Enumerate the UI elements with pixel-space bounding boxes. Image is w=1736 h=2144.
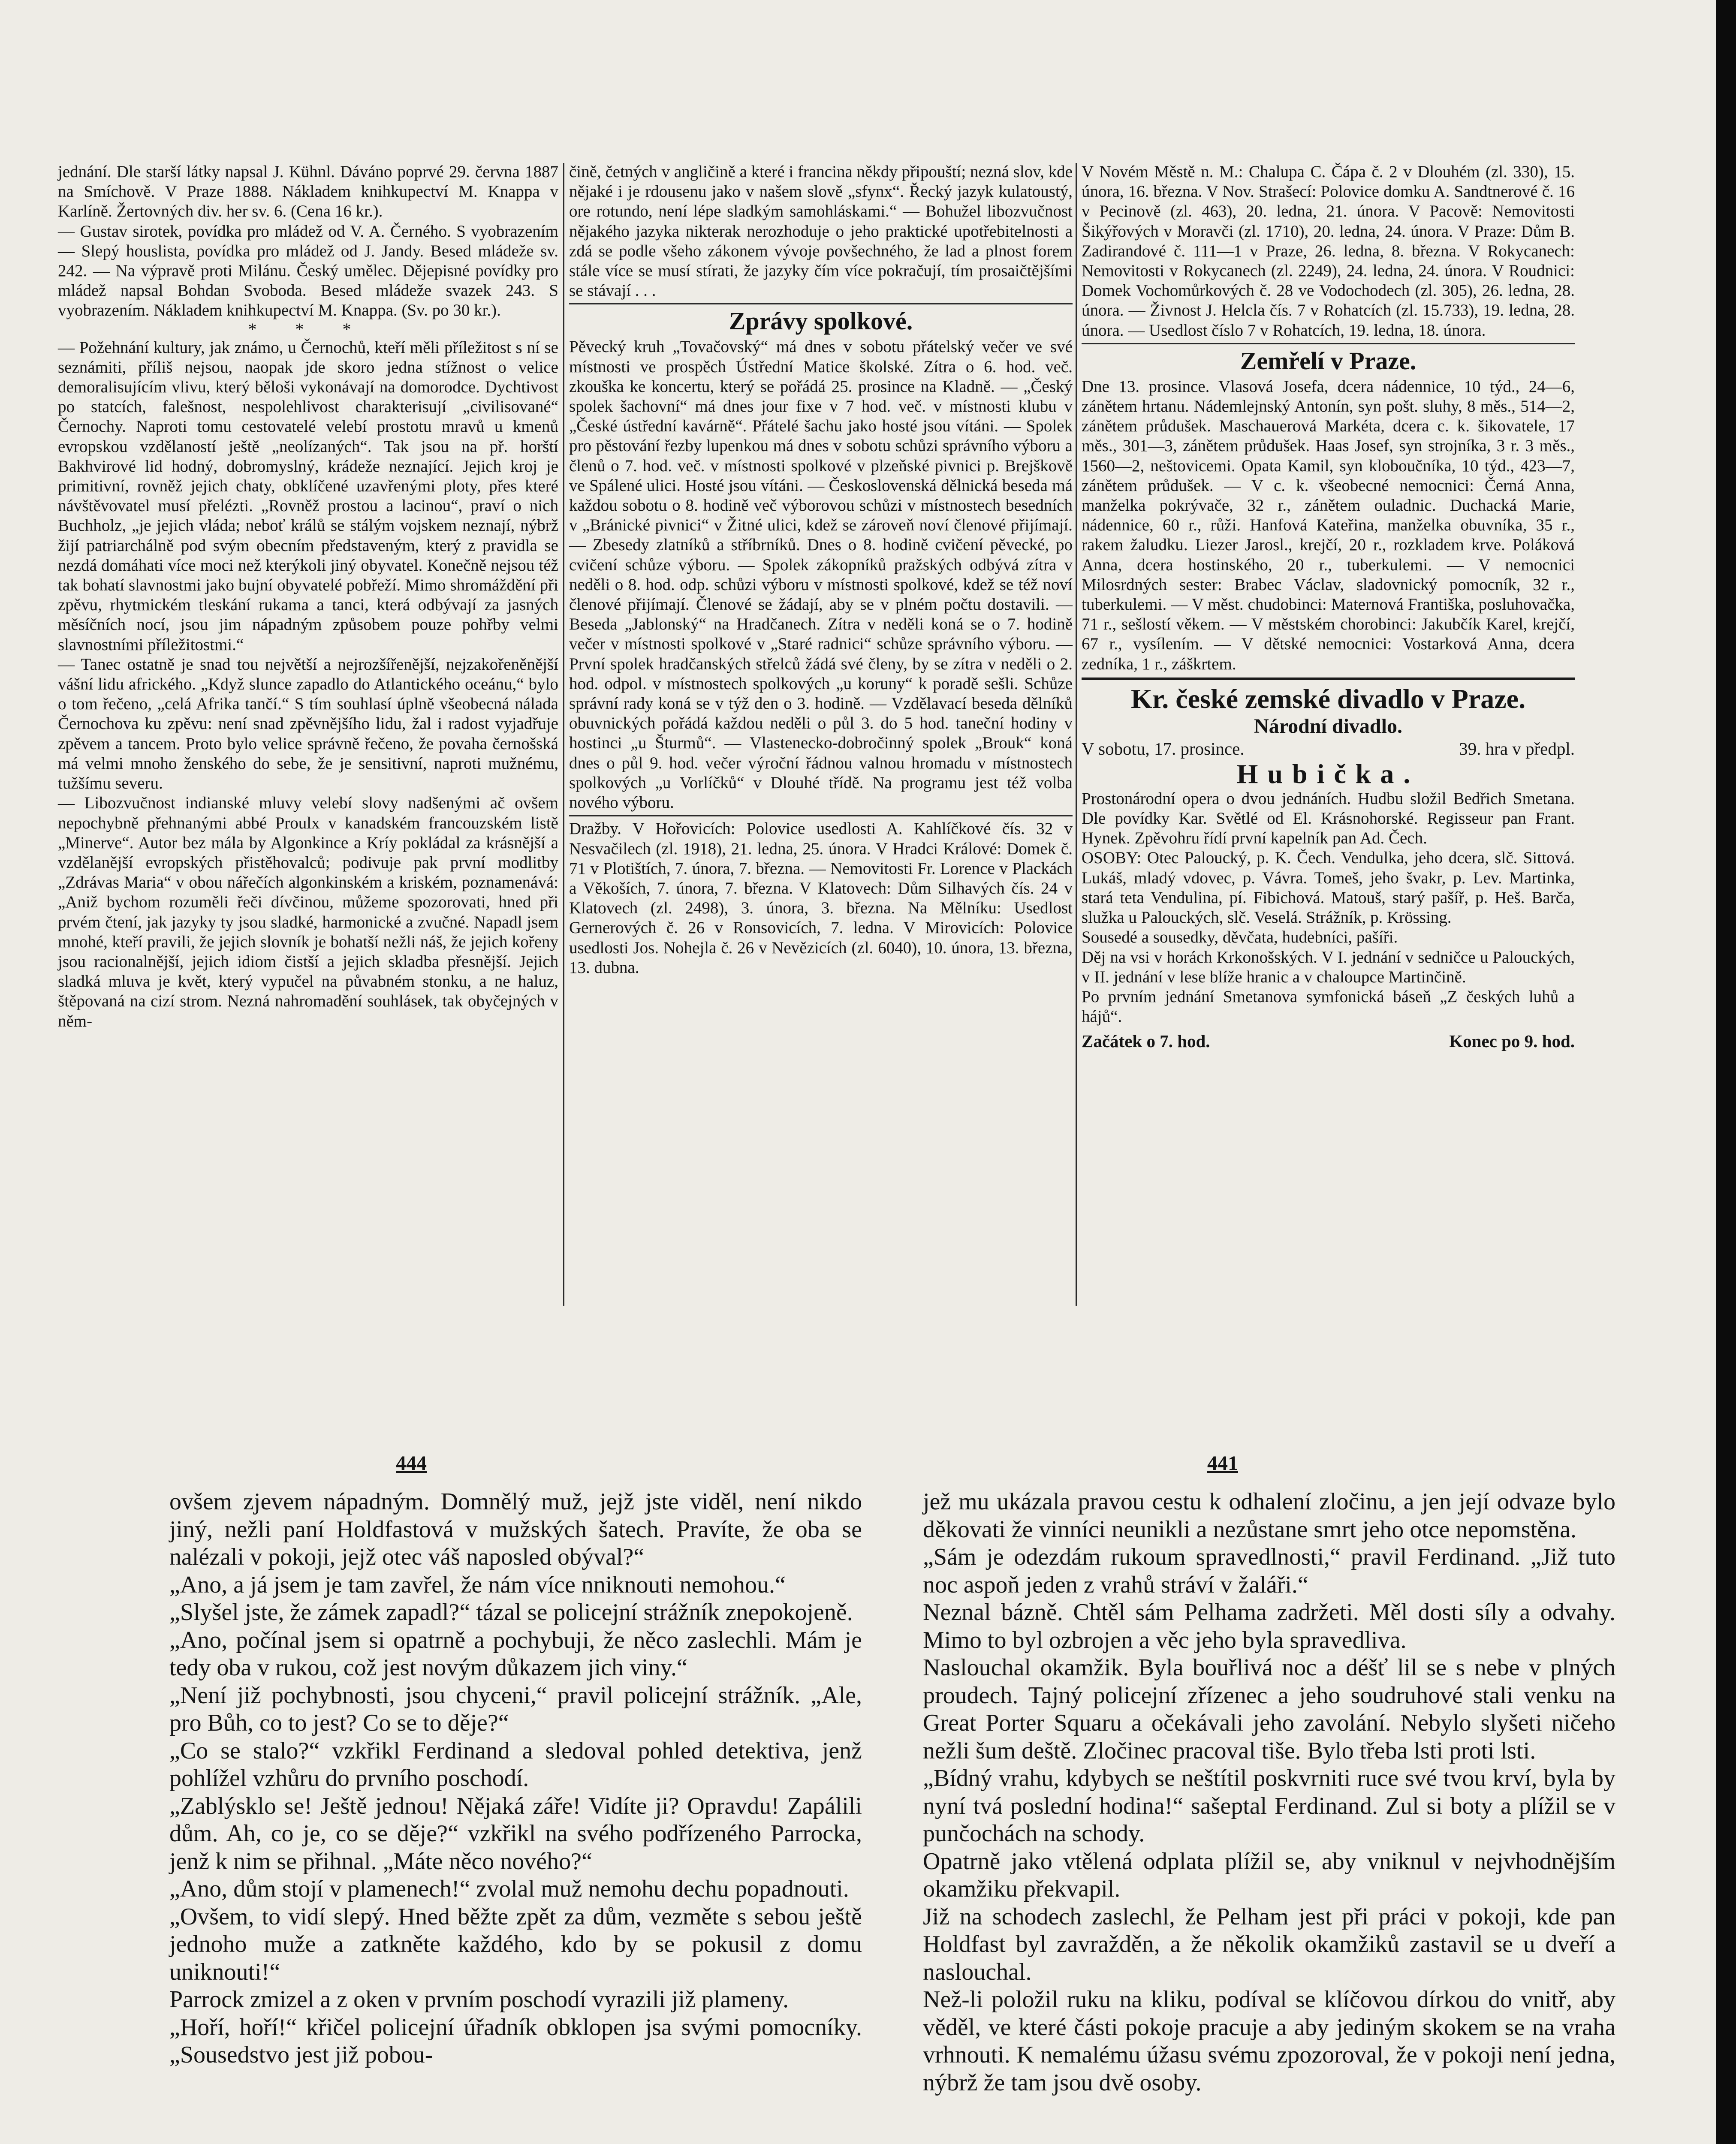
language-article-end: čině, četných v angličině a které i francina někdy připouští; nezná slov, kde nějaké i je rdousenu jako v našem slově „sfynx“. Řecký jazyk kulatoustý, ore rotundo, není lépe sladkým samohláskami.“ — Bohužel libozvučnost nějakého jazyka nikterak nerozhoduje o jeho praktické upotřebitelnosti a zdá se podle všeho zákonem vývoje povšechného, že lad a plnost forem stále více se musí stírati, že jazyky čím více pokračují, tím prosaičtějšími se stávají . . .	[569, 163, 1073, 300]
story-text: jež mu ukázala pravou cestu k odhalení zločinu, a jen její odvaze bylo děkovati že vinníci neunikli a nezůstane smrt jeho otce nepomstěna. „Sám je odezdám rukoum spravedlnosti,“ pravil Ferdinand. „Již tuto noc aspoň jeden z vrahů stráví v žaláři.“ Neznal bázně. Chtěl sám Pelhama zadržeti. Měl dosti síly a odvahy. Mimo to byl ozbrojen a věc jeho byla spravedliva. Naslouchal okamžik. Byla bouřlivá noc a déšť lil se s nebe v plných proudech. Tajný policejní zřízenec a jeho soudruhové stali venku na Great Porter Squaru a očekávali jeho zavolání. Nebylo slyšeti ničeho nežli šum deště. Zločinec pracoval tiše. Bylo třeba lsti proti lsti. „Bídný vrahu, kdybych se neštítil poskvrniti ruce své tvou krví, byla by nyní tvá poslední hodina!“ sašeptal Ferdinand. Zul si boty a plížil se v punčochách na schody. Opatrně jako vtělená odplata plížil se, aby vniknul v nejvhodnějším okamžiku překvapil. Již na schodech zaslechl, že Pelham jest při práci v pokoji, kde pan Holdfast byl zavražděn, a že několik okamžiků zastavil se u dveří a naslouchal. Než-li položil ruku na kliku, podíval se klíčovou dírkou do vnitř, aby věděl, ve které části pokoje pracuje a aby jediným skokem se na vraha vrhnouti. K nemalému úžasu svému zpozoroval, že v pokoji není jedna, nýbrž že tam jsou dvě osoby.	[923, 1488, 1615, 2096]
serial-story-left	[169, 1488, 862, 2069]
auctions: Dražby. V Hořovicích: Polovice usedlosti A. Kahlíčkové čís. 32 v Nesvačilech (zl. 1918), 21. ledna, 25. února. V Hradci Králové: Domek č. 71 v Plotištích, 7. února, 7. března. — Nemovitosti Fr. Lorence v Plackách a Věkoších, 7. února, 7. března. V Klatovech: Dům Silhavých čís. 24 v Klatovech (zl. 2498), 3. února, 3. března. Na Mělníku: Usedlost Gernerových č. 26 v Ronsovicích, 7. ledna. V Mirovicích: Polovice usedlosti Jos. Nohejla č. 26 v Nevězicích (zl. 6040), 10. února, 13. března, 13. dubna.	[569, 819, 1073, 977]
newspaper-column-3	[1082, 162, 1575, 1051]
book-notices: jednání. Dle starší látky napsal J. Kühnl. Dáváno poprvé 29. června 1887 na Smíchově. V Praze 1888. Nákladem knihkupectví M. Knappa v Karlíně. Žertovných div. her sv. 6. (Cena 16 kr.). — Gustav sirotek, povídka pro mládež od V. A. Černého. S vyobrazením — Slepý houslista, povídka pro mládež od J. Jandy. Besed mládeže sv. 242. — Na výpravě proti Milánu. Český umělec. Dějepisné povídky pro mládež napsal Bohdan Svoboda. Besed mládeže svazek 243. S vyobrazením. Nákladem knihkupectví M. Knappa. (Sv. po 30 kr.).	[58, 163, 558, 320]
theatre-subheading: Národní divadlo.	[1254, 714, 1402, 738]
end-time: Konec po 9. hod.	[1449, 1031, 1575, 1051]
play-title: Hubička.	[1236, 758, 1420, 789]
auctions-continued: V Novém Městě n. M.: Chalupa C. Čápa č. 2 v Dlouhém (zl. 330), 15. února, 16. března. V Nov. Strašecí: Polovice domku A. Sandtnerové č. 16 v Pecinově (zl. 463), 20. ledna, 21. února. V Pacově: Nemovitosti Šikýřových v Moravči (zl. 1710), 20. ledna, 24. února. V Praze: Dům B. Zadirandové č. 111—1 v Praze, 26. ledna, 8. března. V Rokycanech: Nemovitosti v Rokycanech (zl. 2249), 24. ledna, 24. února. V Roudnici: Domek Vochomůrkových č. 28 ve Vodochodech (zl. 305), 26. ledna, 28. února. — Živnost J. Helcla čís. 7 v Rohatcích (zl. 15.733), 19. ledna, 28. února. — Usedlost číslo 7 v Rohatcích, 19. ledna, 18. února.	[1082, 163, 1575, 340]
serial-story-right	[923, 1488, 1615, 2096]
column-divider	[1076, 163, 1077, 1306]
subscription-note: 39. hra v předpl.	[1459, 738, 1575, 759]
performance-date: V sobotu, 17. prosince.	[1082, 738, 1245, 759]
culture-article: — Požehnání kultury, jak známo, u Černochů, kteří měli příležitost s ní se seznámiti, příliš nejsou, naopak jde skoro jedna stížnost o velice demoralisujícím vlivu, který běloši vykonávají na domorodce. Dychtivost po statcích, falešnost, nespolehlivost charakterisují „civilisované“ Černochy. Naproti tomu cestovatelé velebí prostotu mravů u kmenů evropskou vzdělaností ještě „neolízaných“. Tak jsou na př. horští Bakhvirové lid hodný, dobromyslný, krádeže neznající. Jejich kroj je primitivní, rovněž jejich chaty, obklíčené uzavřenými ploty, přes které návštěvovatel musí přelézti. „Rovněž prostou a lacinou“, praví o nich Buchholz, „je jejich vláda; neboť králů se stálým vojskem neznají, nýbrž žijí patriarchálně pod svým obecním představeným, který z pravidla se nezdá domáhati více moci než kterýkoli jiný obyvatel. Konečně nejsou též tak bohatí slavnostmi jako bujní obyvatelé pobřeží. Mimo shromáždění při zpěvu, rhytmickém tleskání rukama a tanci, která odbývají za jasných měsíčních nocí, jsou jim nápadným způsobem pouze pohřby velmi slavnostními příležitostmi.“ — Tanec ostatně je snad tou největší a nejrozšířenější, nejzakořeněnější vášní lidu afrického. „Když slunce zapadlo do Atlantického oceánu,“ bylo o tom řečeno, „celá Afrika tančí.“ S tím souhlasí úplně všeobecná nálada Černochova ku zpěvu: není snad zpěvnějšího lidu, žal i radost vyjadřuje zpěvem a tancem. Proto bylo velice správně řečeno, že povaha černošská má velmi mnoho ženského do sebe, že je sensitivní, naproti mužnému, tužšímu severu. — Libozvučnost indianské mluvy velebí slovy nadšenými ač ovšem nepochybně přehnanými abbé Proulx v kanadském francouzském listě „Minerve“. Autor bez mála by Algonkince a Kríy pokládal za krásnější a vzdělanější evropských přistěhovalců; podivuje pak první modlitby „Zdrávas Maria“ v obou nářečích algonkinském a kriském, poznamenává: „Aniž bychom rozuměli řeči dívčinou, můžeme spozorovati, hned při prvém čtení, jak jazyky ty jsou sladké, harmonické a zvučné. Napadl jsem mnohé, kteří pravili, že jejich slovník je bohatší nežli náš, že jejich kořeny jsou racionalnější, jejich idiom čistší a jejich skladba přesnější. Jejich sladká mluva je květ, který vypučel na půvabném stonku, a ne haluz, štěpovaná na cizí strom. Nezná nahromadění souhlásek, tak obyčejných v něm-	[58, 338, 558, 1030]
page-edge	[1716, 0, 1736, 2144]
divider	[569, 815, 1073, 816]
divider	[569, 303, 1073, 304]
theatre-heading: Kr. české zemské divadlo v Praze.	[1130, 683, 1526, 714]
page-number-left: 444	[396, 1452, 427, 1475]
newspaper-column-1	[58, 162, 558, 1031]
section-heading-zemreli: Zemřelí v Praze.	[1240, 346, 1417, 375]
divider	[1082, 678, 1575, 680]
column-divider	[563, 163, 564, 1306]
play-details: Prostonárodní opera o dvou jednáních. Hudbu složil Bedřich Smetana. Dle povídky Kar. Světlé od El. Krásnohorské. Regisseur pan Frant. Hynek. Zpěvohru řídí první kapelník pan Ad. Čech. OSOBY: Otec Paloucký, p. K. Čech. Vendulka, jeho dcera, slč. Sittová. Lukáš, mladý vdovec, p. Vávra. Tomeš, jeho švakr, p. Lev. Martinka, stará teta Vendulina, pí. Fibichová. Matouš, starý pašíř, p. Heš. Barča, služka u Palouckých, slč. Veselá. Strážník, p. Krössing. Sousedé a sousedky, děvčata, hudebníci, pašíři. Děj na vsi v horách Krkonošských. V I. jednání v sedničce u Palouckých, v II. jednání v lese blíže hranic a v chaloupce Martinčině. Po prvním jednání Smetanova symfonická báseň „Z českých luhů a hájů“.	[1082, 789, 1575, 1026]
death-notices: Dne 13. prosince. Vlasová Josefa, dcera nádennice, 10 týd., 24—6, zánětem hrtanu. Nádemlejnský Antonín, syn pošt. sluhy, 8 měs., 514—2, zánětem průdušek. Maschauerová Markéta, dcera c. k. šikovatele, 17 měs., 301—3, zánětem průdušek. Haas Josef, syn strojníka, 3 r. 3 měs., 1560—2, neštovicemi. Opata Kamil, syn kloboučníka, 10 týd., 423—7, zánětem průdušek. — V c. k. všeobecné nemocnici: Černá Anna, manželka pokrývače, 32 r., zánětem ouladnic. Duchacká Marie, nádennice, 60 r., růži. Hanfová Kateřina, manželka obuvníka, 35 r., rakem žaludku. Liezer Jarosl., krejčí, 20 r., rozkladem krve. Poláková Anna, dcera hostinského, 20 r., tuberkulemi. — V nemocnici Milosrdných sester: Brabec Václav, sladovnický pomocník, 32 r., tuberkulemi. — V měst. chudobinci: Maternová Františka, posluhovačka, 71 r., sešlostí věkem. — V městském chorobinci: Jakubčík Karel, krejčí, 67 r., vysílením. — V dětské nemocnici: Vostarková Anna, dcera zedníka, 1 r., záškrtem.	[1082, 377, 1575, 673]
start-time: Začátek o 7. hod.	[1082, 1031, 1210, 1051]
club-news: Pěvecký kruh „Tovačovský“ má dnes v sobotu přátelský večer ve své místnosti ve prospěch Ústřední Matice školské. Zítra o 6. hod. več. zkouška ke koncertu, který se pořádá 25. prosince na Kladně. — „Český spolek šachovní“ má dnes jour fixe v 7 hod. več. v místnosti klubu v „České ústřední kavárně“. Přátelé šachu jako hosté jsou vítáni. — Spolek pro pěstování řezby lupenkou má dnes v sobotu schůzi správního výboru a členů o 7. hod. več. v místnosti spolkové v plzeňské pivnici p. Brejškově ve Spálené ulici. Hosté jsou vítáni. — Československá dělnická beseda má každou sobotu o 8. hodině več výborovou schůzi v místnostech besedních v „Bránické pivnici“ v Žitné ulici, kdež se zároveň noví členové přijímají. — Zbesedy zlatníků a stříbrníků. Dnes o 8. hodině cvičení pěvecké, po cvičení schůze výboru. — Spolek zákopníků pražských odbývá zítra v neděli o 8. hod. odp. schůzi výboru v místnosti spolkové, kdež se též noví členové přijímají. Členové se žádají, aby se v plném počtu dostavili. — Beseda „Jablonský“ na Hradčanech. Zítra v neděli koná se o 7. hodině večer v místnosti spolkové v „Staré radnici“ schůze správního výboru. — První spolek hradčanských střelců žádá své členy, by se zítra v neděli o 2. hod. odpol. v místnostech spolkových „u koruny“ k poradě sešli. Schůze správní rady koná se v týž den o 3. hodině. — Vzdělavací beseda dělníků obuvnických pořádá každou neděli o půl 3. do 5 hod. taneční hodiny v hostinci „u Šturmů“. — Vlastenecko-dobročinný spolek „Brouk“ koná dnes o půl 9. hod. večer výroční řádnou valnou hromadu v místnostech spolkových „u Vorlíčků“ v Dlouhé třídě. Na programu jest též volba nového výboru.	[569, 337, 1073, 812]
newspaper-column-2	[569, 162, 1073, 978]
story-text: ovšem zjevem nápadným. Domnělý muž, jejž jste viděl, není nikdo jiný, nežli paní Holdfastová v mužských šatech. Pravíte, že oba se nalézali v pokoji, jejž otec váš naposled obýval?“ „Ano, a já jsem je tam zavřel, že nám více nniknouti nemohou.“ „Slyšel jste, že zámek zapadl?“ tázal se policejní strážník znepokojeně. „Ano, počínal jsem si opatrně a pochybuji, že něco zaslechli. Mám je tedy oba v rukou, což jest novým důkazem jich viny.“ „Není již pochybnosti, jsou chyceni,“ pravil policejní strážník. „Ale, pro Bůh, co to jest? Co se to děje?“ „Co se stalo?“ vzkřikl Ferdinand a sledoval pohled detektiva, jenž pohlížel vzhůru do prvního poschodí. „Zablýsklo se! Ještě jednou! Nějaká záře! Vidíte ji? Opravdu! Zapálili dům. Ah, co je, co se děje?“ vzkřikl na svého podřízeného Parrocka, jenž k nim se přihnal. „Máte něco nového?“ „Ano, dům stojí v plamenech!“ zvolal muž nemohu dechu popadnouti. „Ovšem, to vidí slepý. Hned běžte zpět za dům, vezměte s sebou ještě jednoho muže a zatkněte každého, kdo by se pokusil z domu uniknouti!“ Parrock zmizel a z oken v prvním poschodí vyrazili již plameny. „Hoří, hoří!“ křičel policejní úřadník obklopen jsa svými pomocníky. „Sousedstvo jest již pobou-	[169, 1488, 862, 2068]
performance-times	[1082, 1031, 1575, 1051]
divider	[1082, 343, 1575, 344]
performance-line	[1082, 738, 1575, 759]
section-heading-zpravy: Zprávy spolkové.	[729, 307, 913, 335]
section-asterism: * * *	[248, 319, 368, 339]
page-number-right: 441	[1207, 1452, 1238, 1475]
